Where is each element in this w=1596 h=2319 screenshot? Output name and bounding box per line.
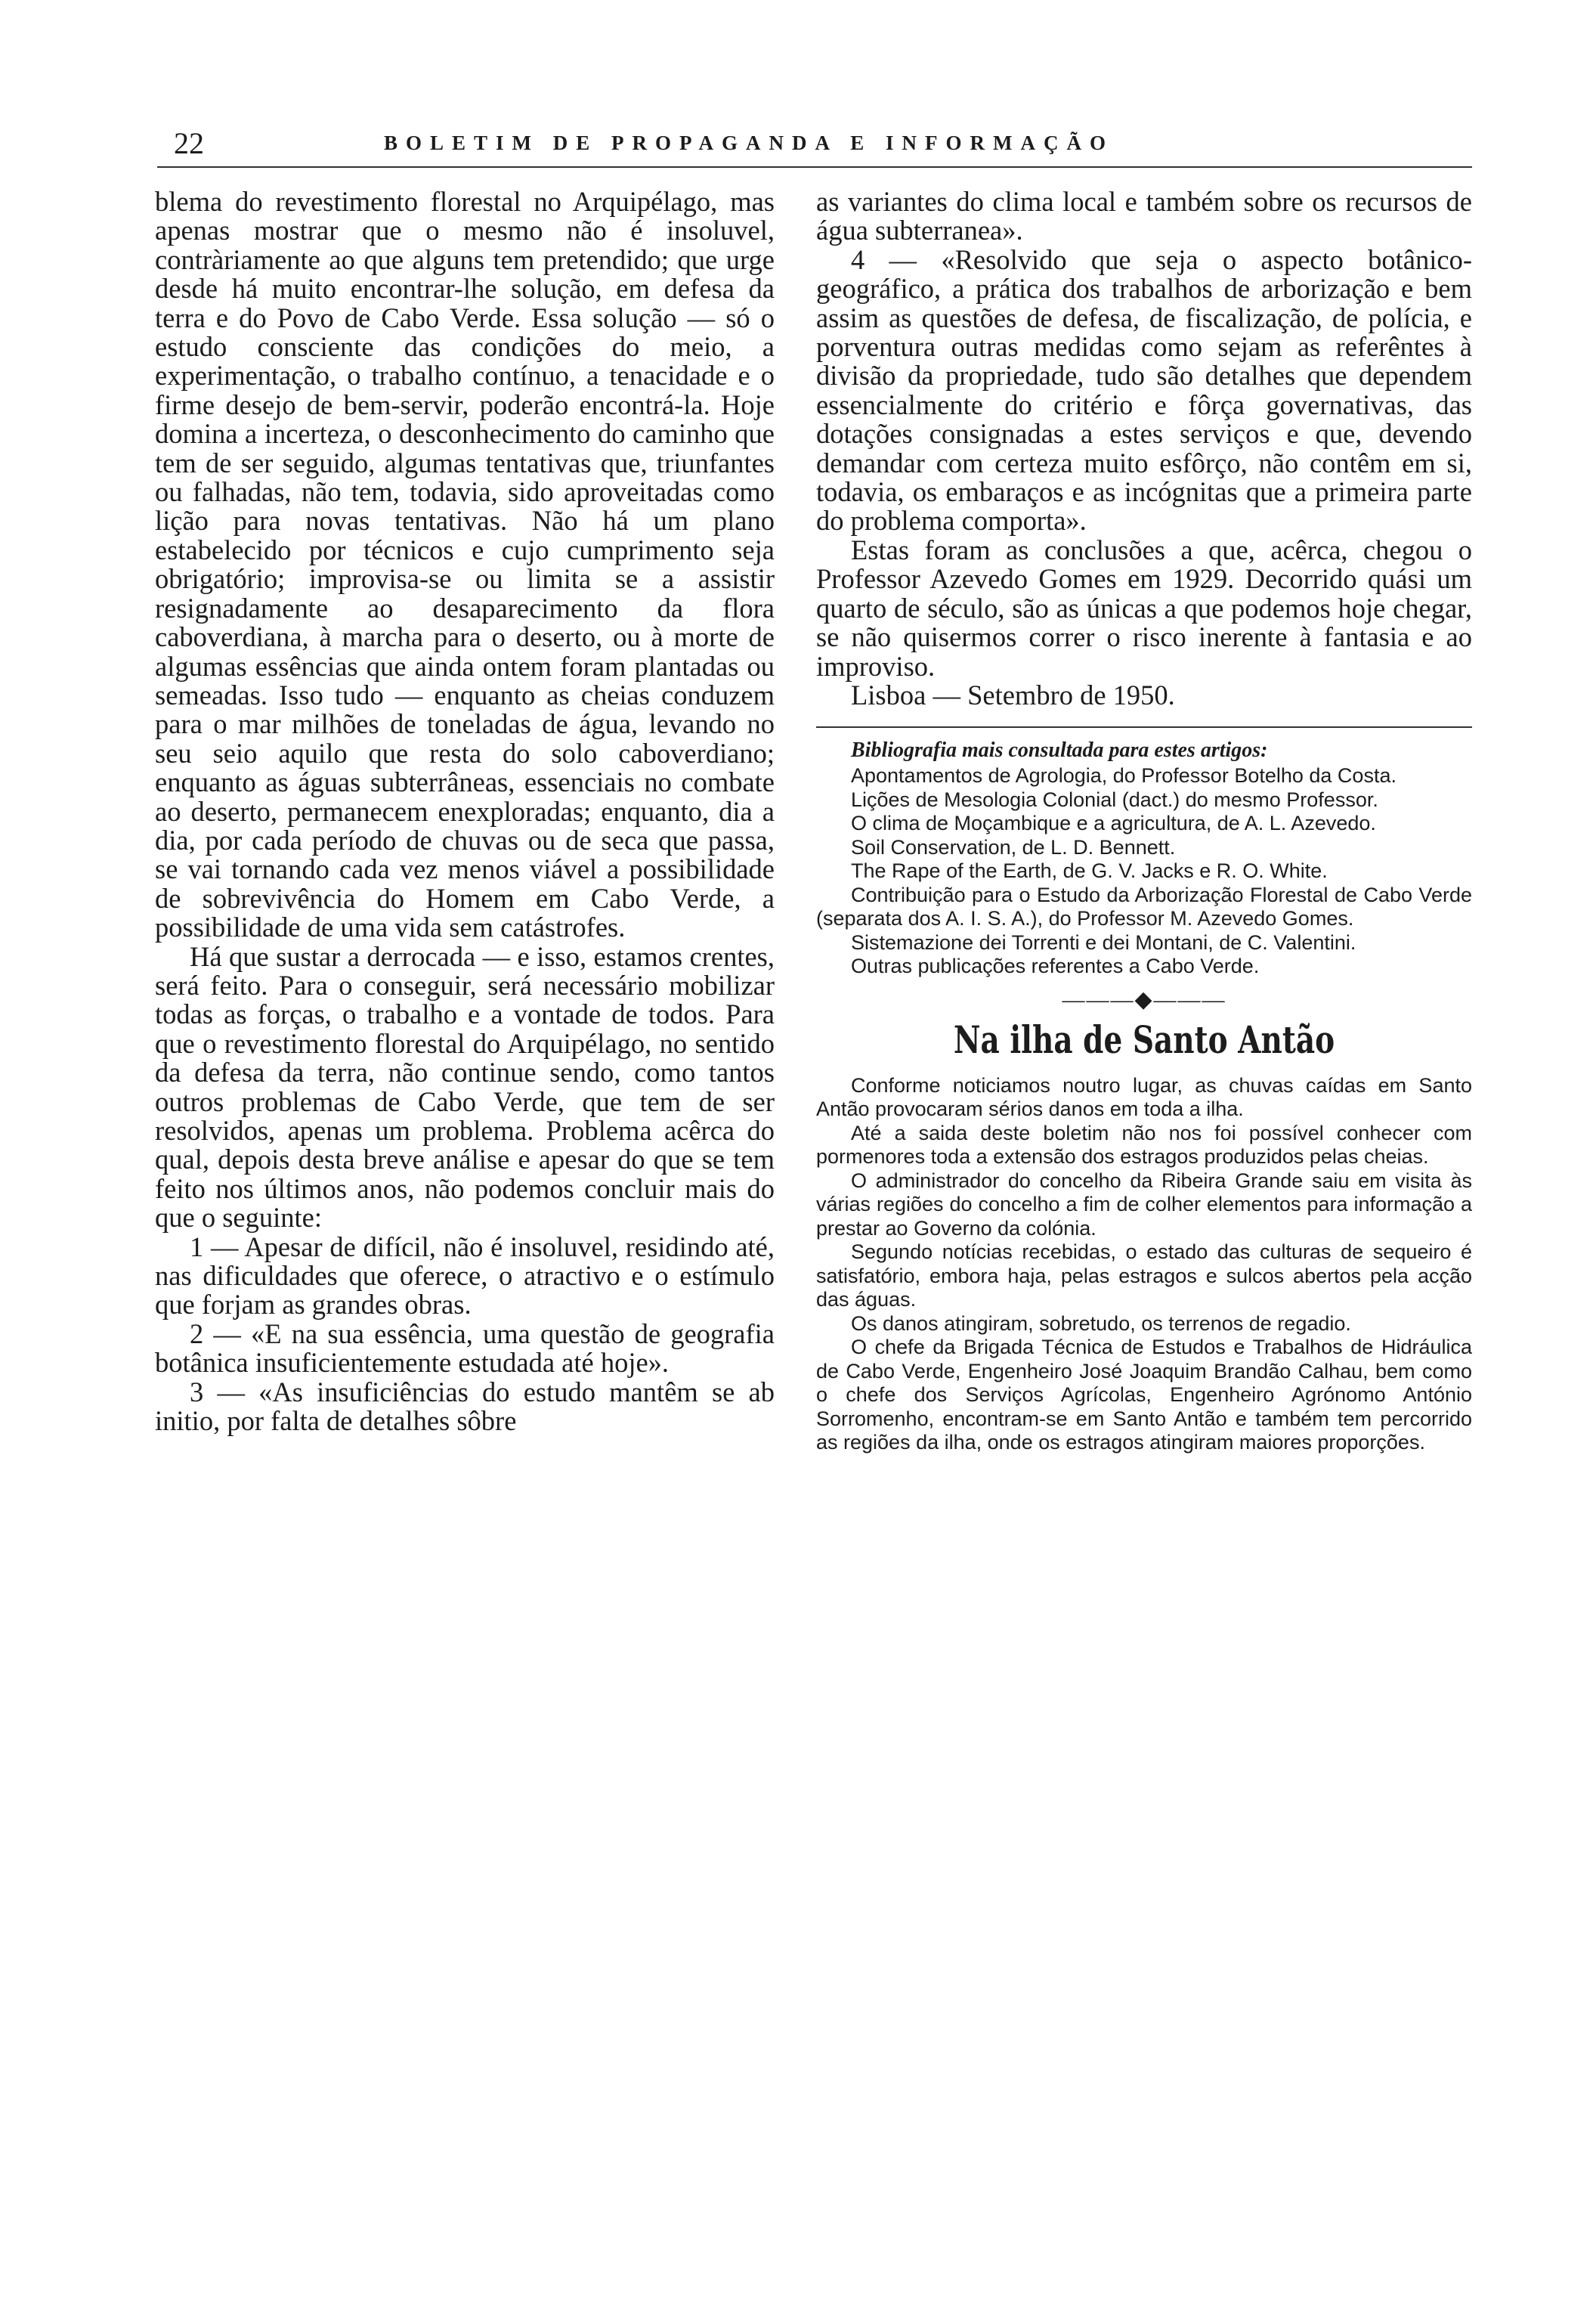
body-paragraph: as variantes do clima local e também sobre os recursos de água subterranea».: [816, 186, 1472, 246]
right-column: [816, 187, 1472, 1455]
running-header: [157, 121, 1472, 168]
ornament-divider: ———◆———: [1062, 986, 1226, 1012]
bibliography-title: Bibliografia mais consultada para estes artigos:: [851, 738, 1268, 763]
news-paragraph: Até a saida deste boletim não nos foi possível conhecer com pormenores toda a extensão dos estragos produzidos pelas cheias.: [816, 1121, 1472, 1169]
conclusion-item: 3 — «As insuficiências do estudo mantêm se ab initio, por falta de detalhes sôbre: [155, 1376, 775, 1437]
dateline: Lisboa — Setembro de 1950.: [851, 679, 1175, 711]
left-column: [155, 187, 775, 1435]
news-paragraph: Segundo notícias recebidas, o estado das culturas de sequeiro é satisfatório, embora haja, pelas estragos e sulcos abertos pela acção das águas.: [816, 1240, 1472, 1311]
running-title: BOLETIM DE PROPAGANDA E INFORMAÇÃO: [384, 132, 1115, 154]
body-paragraph: blema do revestimento florestal no Arquipélago, mas apenas mostrar que o mesmo não é insoluvel, contràriamente ao que alguns tem pretendido; que urge desde há muito encontrar-lhe solução, em defesa da terra e do Povo de Cabo Verde. Essa solução — só o estudo consciente das condições do meio, a experimentação, o trabalho contínuo, a tenacidade e o firme desejo de bem-servir, poderão encontrá-la. Hoje domina a incerteza, o desconhecimento do caminho que tem de ser seguido, algumas tentativas que, triunfantes ou falhadas, não tem, todavia, sido aproveitadas como lição para novas tentativas. Não há um plano estabelecido por técnicos e cujo cumprimento seja obrigatório; improvisa-se ou limita se a assistir resignadamente ao desaparecimento da flora caboverdiana, à marcha para o deserto, ou à morte de algumas essências que ainda ontem foram plantadas ou semeadas. Isso tudo — enquanto as cheias conduzem para o mar milhões de toneladas de água, levando no seu seio aquilo que resta do solo caboverdiano; enquanto as águas subterrâneas, essenciais no combate ao deserto, permanecem enexploradas; enquanto, dia a dia, por cada período de chuvas ou de seca que passa, se vai tornando cada vez menos viável a possibilidade de sobrevivência do Homem em Cabo Verde, a possibilidade de uma vida sem catástrofes.: [155, 186, 775, 943]
body-paragraph: Estas foram as conclusões a que, acêrca, chegou o Professor Azevedo Gomes em 1929. Decorrido quási um quarto de século, são as únicas a que podemos hoje chegar, se não quisermos correr o risco inerente à fantasia e ao improviso.: [816, 534, 1472, 682]
news-title: Na ilha de Santo Antão: [953, 1017, 1335, 1062]
bibliography-item: Soil Conservation, de L. D. Bennett.: [851, 835, 1176, 859]
news-paragraph: Conforme noticiamos noutro lugar, as chuvas caídas em Santo Antão provocaram sérios danos em toda a ilha.: [816, 1073, 1472, 1121]
conclusion-item: 2 — «E na sua essência, uma questão de geografia botânica insuficientemente estudada até hoje».: [155, 1317, 775, 1379]
news-paragraph: O administrador do concelho da Ribeira Grande saiu em visita às várias regiões do concelho a fim de colher elementos para informação a prestar ao Governo da colónia.: [816, 1169, 1472, 1240]
bibliography-item: The Rape of the Earth, de G. V. Jacks e R. O. White.: [851, 859, 1328, 883]
body-paragraph: Há que sustar a derrocada — e isso, estamos crentes, será feito. Para o conseguir, será necessário mobilizar todas as forças, o trabalho e a vontade de todos. Para que o revestimento florestal do Arquipélago, no sentido da defesa da terra, não continue sendo, como tantos outros problemas de Cabo Verde, que tem de ser resolvidos, apenas um problema. Problema acêrca do qual, depois desta breve análise e apesar do que se tem feito nos últimos anos, não podemos concluir mais do que o seguinte:: [155, 940, 775, 1234]
bibliography-item: O clima de Moçambique e a agricultura, de A. L. Azevedo.: [851, 812, 1376, 835]
bibliography-item: Sistemazione dei Torrenti e dei Montani, de C. Valentini.: [851, 930, 1356, 954]
conclusion-item: 1 — Apesar de difícil, não é insoluvel, residindo até, nas dificuldades que oferece, o atractivo e o estímulo que forjam as grandes obras.: [155, 1231, 775, 1320]
bibliography-item: Outras publicações referentes a Cabo Verde.: [851, 955, 1260, 978]
divider: [816, 726, 1472, 728]
bibliography-item: Contribuição para o Estudo da Arborização Florestal de Cabo Verde (separata dos A. I. S. A.), do Professor M. Azevedo Gomes.: [816, 883, 1472, 930]
bibliography-item: Lições de Mesologia Colonial (dact.) do mesmo Professor.: [851, 788, 1378, 811]
news-paragraph: O chefe da Brigada Técnica de Estudos e Trabalhos de Hidráulica de Cabo Verde, Engenheiro José Joaquim Brandão Calhau, bem como o chefe dos Serviços Agrícolas, Engenheiro Agrónomo António Sorromenho, encontram-se em Santo Antão e também tem percorrido as regiões da ilha, onde os estragos atingiram maiores proporções.: [816, 1336, 1472, 1454]
news-paragraph: Os danos atingiram, sobretudo, os terrenos de regadio.: [851, 1311, 1351, 1335]
bibliography-item: Apontamentos de Agrologia, do Professor Botelho da Costa.: [851, 764, 1396, 788]
conclusion-item: 4 — «Resolvido que seja o aspecto botânico-geográfico, a prática dos trabalhos de arborização e bem assim as questões de defesa, de fiscalização, de polícia, e porventura outras medidas como sejam as referêntes à divisão da propriedade, tudo são detalhes que dependem essencialmente do critério e fôrça governativas, das dotações consignadas a estes serviços e que, devendo demandar com certeza muito esfôrço, não contêm em si, todavia, os embaraços e as incógnitas que a primeira parte do problema comporta».: [816, 243, 1472, 537]
page-number: 22: [174, 126, 204, 160]
